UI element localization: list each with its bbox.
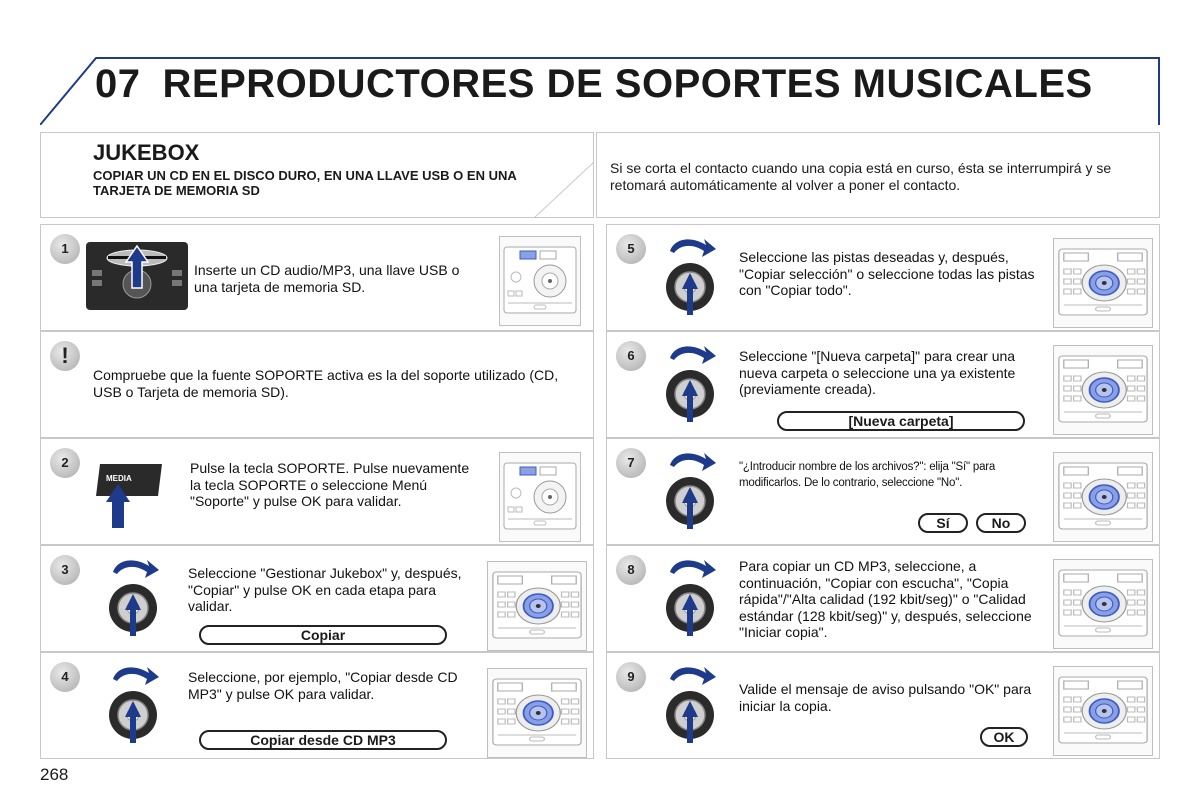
step-badge: 7 [616,448,646,478]
page-number: 268 [40,765,69,784]
rotary-knob-icon [660,652,720,758]
media-key-label: MEDIA [106,474,132,483]
power-cut-note: Si se corta el contacto cuando una copia está en curso, ésta se interrumpirá y se retomará automáticamente al volver a poner el contacto. [610,160,1112,193]
radio-panel-icon [499,452,581,542]
step-9-text: Valide el mensaje de aviso pulsando "OK" para iniciar la copia. [739,681,1032,714]
radio-panel-icon [487,668,587,758]
rotary-knob-icon [103,652,163,758]
radio-panel-icon [1053,666,1153,756]
rotary-knob-icon [660,331,720,437]
step-4-text: Seleccione, por ejemplo, "Copiar desde CD MP3" y pulse OK para validar. [188,669,458,702]
step-badge: 6 [616,341,646,371]
step-badge: 2 [50,448,80,478]
step-3-text: Seleccione "Gestionar Jukebox" y, después, "Copiar" y pulse OK en cada etapa para validar. [188,565,462,614]
yes-button[interactable]: Sí [918,513,968,533]
radio-panel-icon [487,561,587,651]
radio-panel-icon [1053,345,1153,435]
radio-panel-icon [1053,452,1153,542]
rotary-knob-icon [660,438,720,544]
rotary-knob-icon [660,224,720,330]
copy-from-cd-mp3-button[interactable]: Copiar desde CD MP3 [199,730,447,750]
chapter-heading: REPRODUCTORES DE SOPORTES MUSICALES [162,62,1093,106]
warning-badge: ! [50,341,80,371]
step-badge: 3 [50,555,80,585]
chapter-number: 07 [95,62,141,106]
radio-panel-icon [1053,238,1153,328]
copiar-button[interactable]: Copiar [199,625,447,645]
step-1-text: Inserte un CD audio/MP3, una llave USB o una tarjeta de memoria SD. [194,262,460,295]
radio-panel-icon [1053,559,1153,649]
section-subheading: COPIAR UN CD EN EL DISCO DURO, EN UNA LLAVE USB O EN UNA TARJETA DE MEMORIA SD [93,168,517,198]
step-badge: 8 [616,555,646,585]
step-8-text: Para copiar un CD MP3, seleccione, a continuación, "Copiar con escucha", "Copia rápida"/"Alta calidad (192 kbit/seg)" o "Calidad estándar (128 kbit/seg)" y, después, seleccione "Iniciar copia". [739,558,1032,640]
chapter-title [95,62,1093,107]
warning-text: Compruebe que la fuente SOPORTE activa es la del soporte utilizado (CD, USB o Tarjeta de memoria SD). [93,367,559,400]
step-badge: 5 [616,234,646,264]
radio-panel-icon [499,236,581,326]
rotary-knob-icon [103,545,163,651]
step-badge: 1 [50,234,80,264]
media-key-icon [96,462,166,530]
no-button[interactable]: No [976,513,1026,533]
step-2-text: Pulse la tecla SOPORTE. Pulse nuevamente la tecla SOPORTE o seleccione Menú "Soporte" y pulse OK para validar. [190,460,470,509]
step-5-text: Seleccione las pistas deseadas y, después, "Copiar selección" o seleccione todas las pistas con "Copiar todo". [739,249,1035,298]
section-heading: JUKEBOX [93,140,200,165]
step-badge: 9 [616,662,646,692]
step-7-text: "¿Introducir nombre de los archivos?": elija "Sí" para modificarlos. De lo contrario, seleccione "No". [739,461,996,489]
new-folder-button[interactable]: [Nueva carpeta] [777,411,1025,431]
step-badge: 4 [50,662,80,692]
ok-button[interactable]: OK [980,727,1028,747]
step-6-text: Seleccione "[Nueva carpeta]" para crear una nueva carpeta o seleccione una ya existente (previamente creada). [739,348,1016,397]
rotary-knob-icon [660,545,720,651]
cd-slot-illustration [86,242,188,310]
